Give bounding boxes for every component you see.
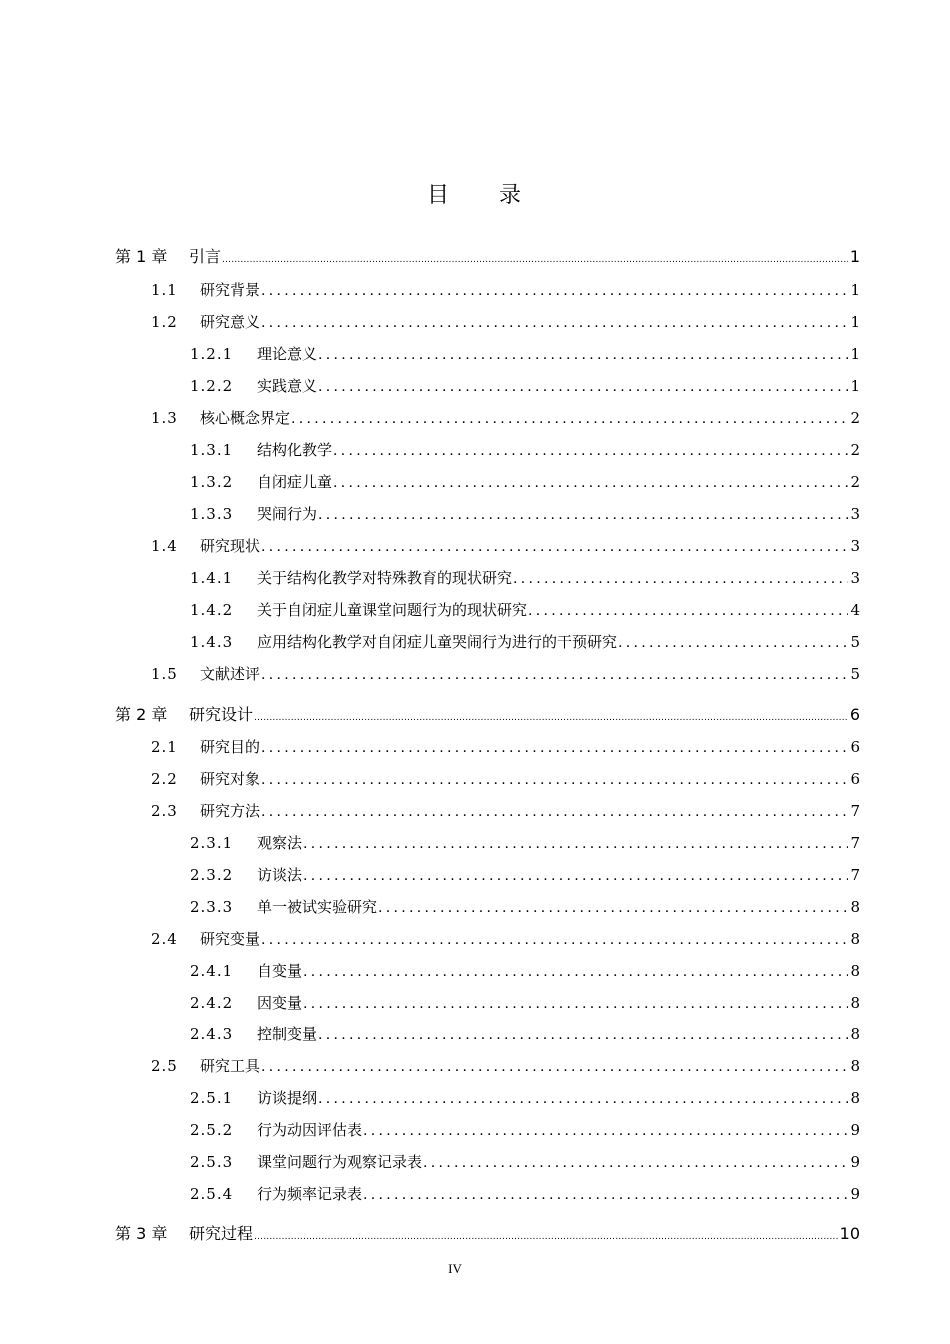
toc-entry-number: 1.4.1	[190, 569, 234, 587]
toc-section-entry[interactable]	[190, 1118, 860, 1142]
toc-entry-title: 研究意义	[200, 313, 261, 331]
toc-entry-page: 3	[850, 569, 860, 587]
toc-dot-leader	[513, 567, 848, 591]
toc-entry-number: 1.4.2	[190, 601, 234, 619]
toc-entry-number: 2.5.3	[190, 1153, 234, 1171]
toc-entry-page: 8	[850, 962, 860, 980]
toc-entry-number: 2.3.1	[190, 834, 234, 852]
toc-section-entry[interactable]	[190, 1150, 860, 1174]
toc-entry-page: 1	[850, 345, 860, 363]
toc-section-entry[interactable]	[190, 1182, 860, 1206]
toc-dot-leader	[318, 343, 848, 367]
toc-entry-title: 核心概念界定	[200, 409, 291, 427]
toc-entry-title: 单一被试实验研究	[257, 898, 378, 916]
toc-dot-leader	[528, 599, 848, 623]
toc-entry-page: 6	[850, 770, 860, 788]
toc-section-entry[interactable]	[151, 1054, 860, 1078]
toc-entry-number: 2.5.2	[190, 1121, 234, 1139]
toc-section-entry[interactable]	[190, 342, 860, 366]
toc-entry-page: 10	[839, 1224, 860, 1243]
toc-entry-page: 1	[850, 281, 860, 299]
toc-entry-title: 观察法	[257, 834, 303, 852]
toc-entry-title: 自变量	[257, 962, 303, 980]
toc-dot-leader	[261, 928, 848, 952]
toc-entry-title: 研究方法	[200, 802, 261, 820]
toc-dot-leader	[318, 503, 848, 527]
toc-section-entry[interactable]	[190, 438, 860, 462]
toc-section-entry[interactable]	[190, 1022, 860, 1046]
toc-dot-leader	[618, 631, 848, 655]
toc-entry-title: 研究现状	[200, 537, 261, 555]
toc-entry-number: 2.4.3	[190, 1025, 234, 1043]
toc-entry-title: 理论意义	[257, 345, 318, 363]
toc-dot-leader	[254, 1225, 838, 1249]
toc-entry-page: 8	[850, 1025, 860, 1043]
toc-entry-number: 2.5.4	[190, 1185, 234, 1203]
toc-entry-title: 应用结构化教学对自闭症儿童哭闹行为进行的干预研究	[257, 633, 618, 651]
toc-entry-page: 3	[850, 505, 860, 523]
toc-entry-title: 哭闹行为	[257, 505, 318, 523]
toc-dot-leader	[261, 1055, 848, 1079]
toc-dot-leader	[291, 407, 848, 431]
toc-dot-leader	[303, 992, 848, 1016]
toc-entry-page: 4	[850, 601, 860, 619]
toc-entry-title: 引言	[189, 247, 222, 266]
toc-entry-page: 1	[849, 247, 860, 266]
toc-entry-number: 1.2	[151, 313, 178, 331]
toc-section-entry[interactable]	[190, 831, 860, 855]
toc-entry-number: 1.2.1	[190, 345, 234, 363]
toc-entry-number: 1.3.3	[190, 505, 234, 523]
toc-section-entry[interactable]	[151, 735, 860, 759]
toc-entry-title: 研究过程	[189, 1224, 254, 1243]
toc-entry-number: 1.5	[151, 665, 178, 683]
toc-dot-leader	[333, 439, 848, 463]
toc-section-entry[interactable]	[151, 799, 860, 823]
toc-entry-page: 1	[850, 377, 860, 395]
toc-entry-title: 研究设计	[189, 705, 254, 724]
toc-entry-title: 控制变量	[257, 1025, 318, 1043]
toc-entry-number: 1.3.1	[190, 441, 234, 459]
toc-entry-page: 7	[850, 802, 860, 820]
toc-entry-title: 访谈法	[257, 866, 303, 884]
toc-entry-title: 实践意义	[257, 377, 318, 395]
toc-entry-number: 1.3.2	[190, 473, 234, 491]
toc-entry-number: 2.3	[151, 802, 178, 820]
toc-section-entry[interactable]	[151, 534, 860, 558]
toc-heading-part2: 录	[499, 183, 524, 208]
toc-dot-leader	[261, 663, 848, 687]
toc-entry-title: 研究对象	[200, 770, 261, 788]
toc-section-entry[interactable]	[190, 895, 860, 919]
toc-dot-leader	[363, 1119, 848, 1143]
toc-entry-page: 5	[850, 665, 860, 683]
toc-dot-leader	[378, 896, 848, 920]
toc-section-entry[interactable]	[190, 374, 860, 398]
toc-entry-number: 第 2 章	[115, 705, 168, 724]
toc-entry-page: 1	[850, 313, 860, 331]
toc-section-entry[interactable]	[190, 991, 860, 1015]
toc-section-entry[interactable]	[190, 863, 860, 887]
toc-entry-number: 2.4	[151, 930, 178, 948]
toc-dot-leader	[303, 864, 848, 888]
toc-entry-title: 研究背景	[200, 281, 261, 299]
toc-dot-leader	[318, 1023, 848, 1047]
toc-dot-leader	[222, 248, 848, 272]
toc-dot-leader	[261, 279, 848, 303]
toc-section-entry[interactable]	[151, 662, 860, 686]
toc-entry-title: 因变量	[257, 994, 303, 1012]
toc-dot-leader	[423, 1151, 848, 1175]
toc-section-entry[interactable]	[151, 406, 860, 430]
toc-dot-leader	[363, 1183, 848, 1207]
toc-dot-leader	[261, 768, 848, 792]
toc-entry-page: 8	[850, 1089, 860, 1107]
toc-entry-title: 自闭症儿童	[257, 473, 333, 491]
toc-entry-page: 2	[850, 473, 860, 491]
toc-entry-title: 研究工具	[200, 1057, 261, 1075]
toc-section-entry[interactable]	[190, 470, 860, 494]
toc-entry-page: 7	[850, 834, 860, 852]
toc-entry-number: 2.5	[151, 1057, 178, 1075]
toc-entry-page: 6	[849, 705, 860, 724]
toc-entry-title: 课堂问题行为观察记录表	[257, 1153, 423, 1171]
toc-entry-page: 8	[850, 1057, 860, 1075]
toc-dot-leader	[261, 736, 848, 760]
toc-dot-leader	[261, 311, 848, 335]
toc-entry-page: 8	[850, 930, 860, 948]
toc-entry-number: 2.5.1	[190, 1089, 234, 1107]
toc-entry-page: 2	[850, 441, 860, 459]
toc-dot-leader	[333, 471, 848, 495]
toc-chapter-entry[interactable]	[115, 703, 860, 727]
toc-dot-leader	[303, 960, 848, 984]
toc-section-entry[interactable]	[190, 1086, 860, 1110]
toc-chapter-entry[interactable]	[115, 245, 860, 269]
toc-chapter-entry[interactable]	[115, 1222, 860, 1246]
toc-section-entry[interactable]	[151, 278, 860, 302]
toc-entry-page: 9	[850, 1185, 860, 1203]
toc-entry-title: 行为动因评估表	[257, 1121, 363, 1139]
toc-heading-part1: 目	[426, 183, 451, 208]
toc-entry-page: 8	[850, 898, 860, 916]
toc-entry-title: 关于自闭症儿童课堂问题行为的现状研究	[257, 601, 528, 619]
toc-entry-number: 第 3 章	[115, 1224, 168, 1243]
toc-entry-page: 2	[850, 409, 860, 427]
toc-entry-title: 行为频率记录表	[257, 1185, 363, 1203]
toc-section-entry[interactable]	[151, 927, 860, 951]
toc-entry-page: 9	[850, 1153, 860, 1171]
toc-entry-title: 研究变量	[200, 930, 261, 948]
toc-entry-number: 1.3	[151, 409, 178, 427]
toc-entry-title: 访谈提纲	[257, 1089, 318, 1107]
toc-dot-leader	[261, 800, 848, 824]
toc-entry-number: 1.1	[151, 281, 178, 299]
toc-section-entry[interactable]	[190, 598, 860, 622]
toc-entry-page: 7	[850, 866, 860, 884]
toc-entry-page: 5	[850, 633, 860, 651]
page-number: IV	[448, 1261, 462, 1276]
toc-dot-leader	[261, 535, 848, 559]
toc-entry-number: 1.4.3	[190, 633, 234, 651]
toc-entry-title: 文献述评	[200, 665, 261, 683]
toc-entry-page: 6	[850, 738, 860, 756]
toc-dot-leader	[318, 1087, 848, 1111]
toc-entry-number: 2.4.1	[190, 962, 234, 980]
toc-entry-number: 1.2.2	[190, 377, 234, 395]
toc-entry-page: 3	[850, 537, 860, 555]
toc-entry-title: 结构化教学	[257, 441, 333, 459]
toc-entry-number: 第 1 章	[115, 247, 168, 266]
toc-section-entry[interactable]	[190, 630, 860, 654]
toc-section-entry[interactable]	[190, 566, 860, 590]
toc-entry-number: 2.3.2	[190, 866, 234, 884]
toc-entry-title: 研究目的	[200, 738, 261, 756]
toc-entry-title: 关于结构化教学对特殊教育的现状研究	[257, 569, 513, 587]
toc-dot-leader	[303, 832, 848, 856]
toc-section-entry[interactable]	[190, 959, 860, 983]
toc-dot-leader	[254, 706, 848, 730]
toc-section-entry[interactable]	[151, 767, 860, 791]
toc-entry-number: 1.4	[151, 537, 178, 555]
toc-entry-page: 9	[850, 1121, 860, 1139]
toc-section-entry[interactable]	[151, 310, 860, 334]
toc-entry-number: 2.1	[151, 738, 178, 756]
toc-dot-leader	[318, 375, 848, 399]
toc-entry-number: 2.4.2	[190, 994, 234, 1012]
toc-entry-number: 2.2	[151, 770, 178, 788]
toc-section-entry[interactable]	[190, 502, 860, 526]
toc-entry-page: 8	[850, 994, 860, 1012]
toc-entry-number: 2.3.3	[190, 898, 234, 916]
